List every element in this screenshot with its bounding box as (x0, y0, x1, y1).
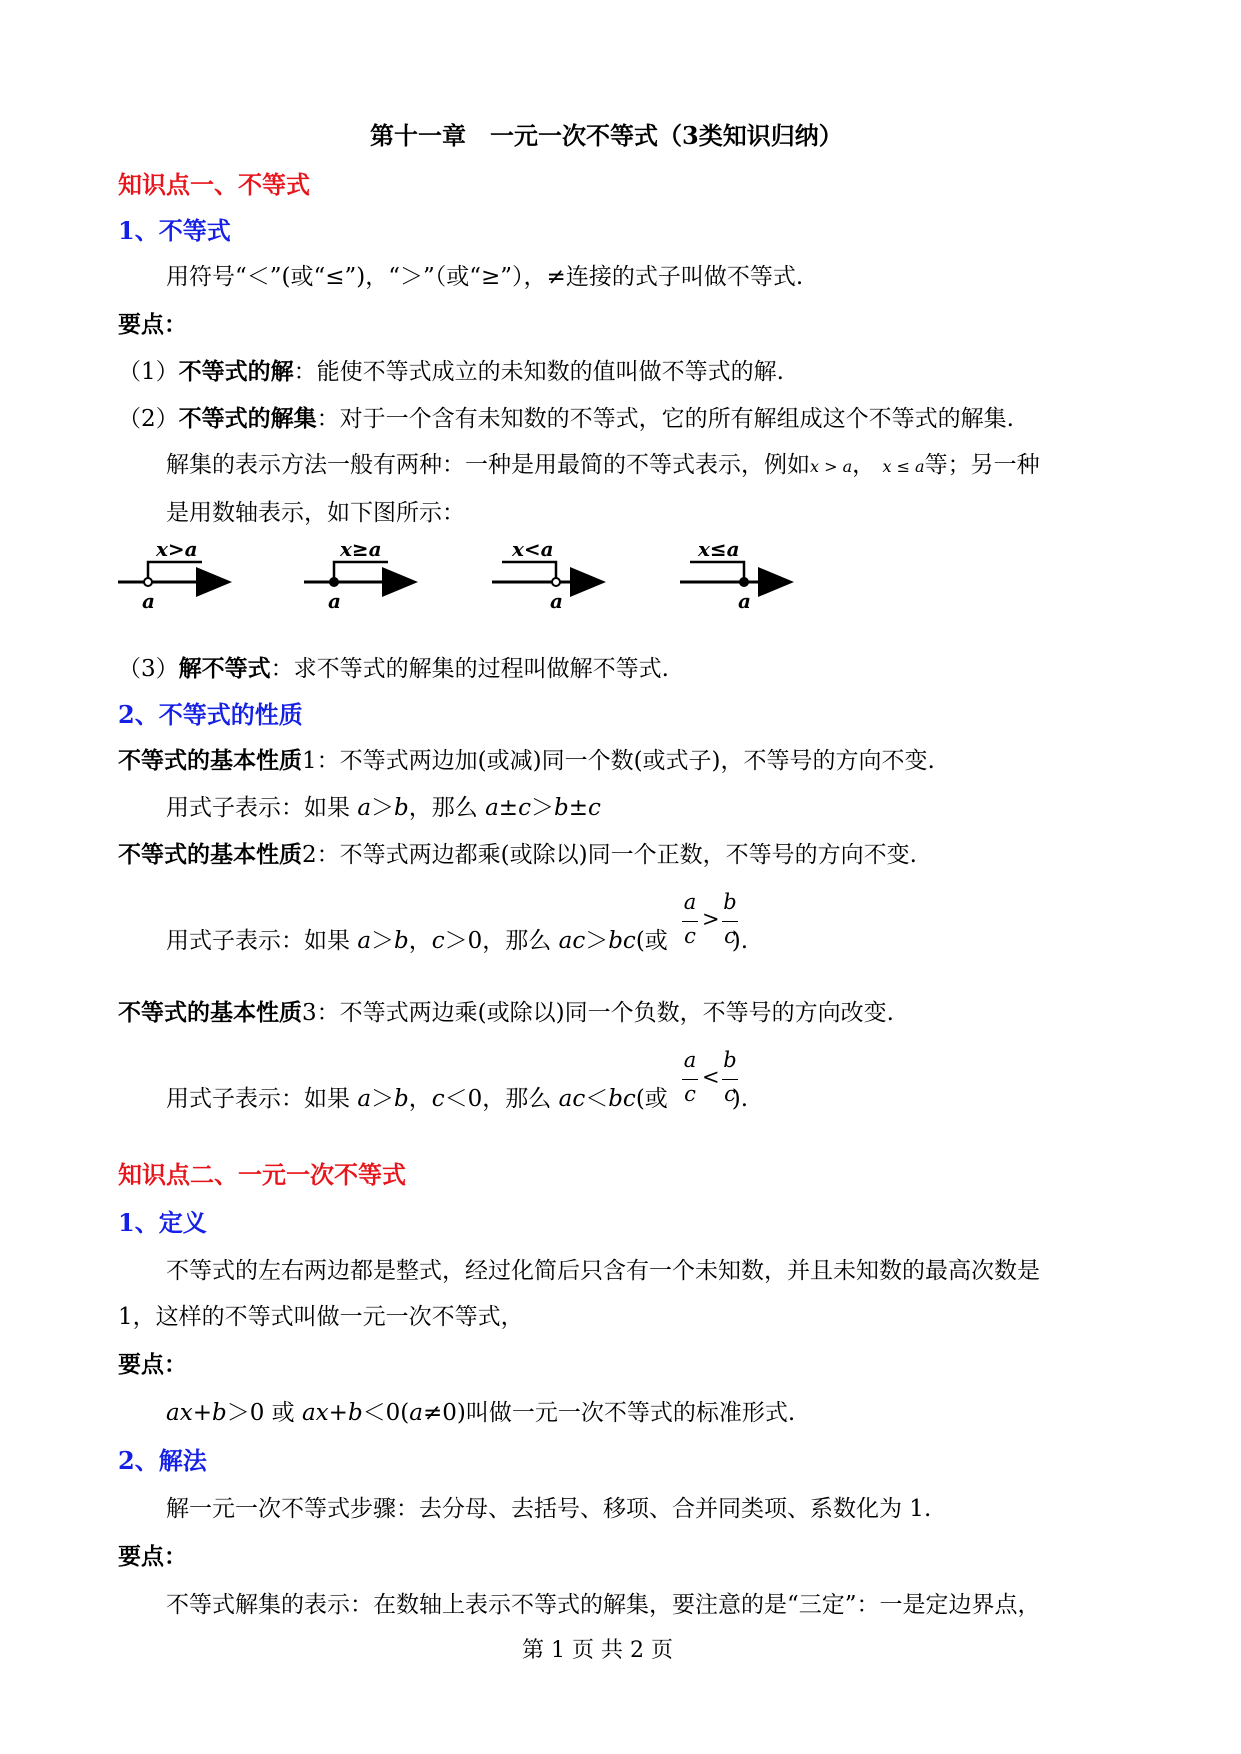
frac-num: a (683, 1048, 697, 1072)
number-line-2-point: a (328, 589, 341, 613)
frac-den: c (684, 1082, 696, 1106)
kp1-s1-text: 用符号“＜”(或“≤”)，“＞”（或“≥”），≠连接的式子叫做不等式. (166, 264, 804, 290)
standard-form: ax+b＞0 或 ax+b＜0(a≠0)叫做一元一次不等式的标准形式. (166, 1400, 796, 1426)
property-1-expr: 用式子表示：如果 a＞b，那么 a±c＞b±c (166, 795, 601, 821)
frac-op: < (702, 1065, 720, 1089)
number-line-diagrams (118, 536, 938, 616)
point-1: （1）不等式的解：能使不等式成立的未知数的值叫做不等式的解. (118, 358, 784, 385)
notes-label-2: 要点： (118, 1351, 187, 1378)
kp2-heading: 知识点二、一元一次不等式 (118, 1160, 406, 1189)
frac-op: > (702, 907, 720, 931)
number-line-1-label: x>a (156, 537, 198, 561)
property-2: 不等式的基本性质2：不等式两边都乘(或除以)同一个正数，不等号的方向不变. (118, 841, 917, 868)
representation-text: 不等式解集的表示：在数轴上表示不等式的解集，要注意的是“三定”：一是定边界点， (166, 1592, 1041, 1618)
number-line-2-label: x≥a (340, 537, 382, 561)
notes-label-3: 要点： (118, 1543, 187, 1570)
solving-steps: 解一元一次不等式步骤：去分母、去括号、移项、合并同类项、系数化为 1. (166, 1496, 932, 1522)
number-line-4-label: x≤a (698, 537, 740, 561)
number-line-4 (680, 537, 788, 613)
number-line-2 (304, 537, 412, 613)
notes-label: 要点： (118, 311, 187, 338)
kp2-s1-heading: 1、定义 (118, 1208, 207, 1237)
number-line-4-point: a (738, 589, 751, 613)
kp2-s2-heading: 2、解法 (118, 1446, 207, 1475)
property-1: 不等式的基本性质1：不等式两边加(或减)同一个数(或式子)，不等号的方向不变. (118, 747, 935, 774)
kp1-s1-heading: 1、不等式 (118, 216, 231, 245)
property-3: 不等式的基本性质3：不等式两边乘(或除以)同一个负数，不等号的方向改变. (118, 999, 894, 1026)
frac-num: b (723, 890, 737, 914)
definition-line-1: 不等式的左右两边都是整式，经过化简后只含有一个未知数，并且未知数的最高次数是 (166, 1258, 1040, 1284)
number-line-3 (492, 537, 600, 613)
frac-den: c (684, 924, 696, 948)
point-2: （2）不等式的解集：对于一个含有未知数的不等式，它的所有解组成这个不等式的解集. (118, 405, 1014, 432)
frac-den: c (724, 1082, 736, 1106)
kp1-s2-heading: 2、不等式的性质 (118, 700, 303, 729)
frac-den: c (724, 924, 736, 948)
number-line-3-label: x<a (512, 537, 554, 561)
page-title: 第十一章 一元一次不等式（3类知识归纳） (370, 121, 843, 150)
property-3-expr: 用式子表示：如果 a＞b，c＜0，那么 ac＜bc(或 ). (166, 1086, 749, 1112)
definition-line-2: 1，这样的不等式叫做一元一次不等式， (118, 1304, 524, 1330)
property-2-fraction (682, 890, 746, 954)
point-2-line3: 是用数轴表示，如下图所示： (166, 500, 465, 526)
number-line-1 (118, 537, 226, 613)
number-line-1-point: a (142, 589, 155, 613)
number-line-3-point: a (550, 589, 563, 613)
property-2-expr: 用式子表示：如果 a＞b，c＞0，那么 ac＞bc(或 ). (166, 928, 749, 954)
property-3-fraction (682, 1048, 746, 1112)
page-footer: 第 1 页 共 2 页 (522, 1638, 673, 1663)
frac-num: b (723, 1048, 737, 1072)
point-3: （3）解不等式：求不等式的解集的过程叫做解不等式. (118, 655, 669, 682)
kp1-heading: 知识点一、不等式 (118, 170, 310, 199)
frac-num: a (683, 890, 697, 914)
point-2-line2: 解集的表示方法一般有两种：一种是用最简的不等式表示，例如x > a， x ≤ a等；另一种 (166, 452, 1040, 478)
